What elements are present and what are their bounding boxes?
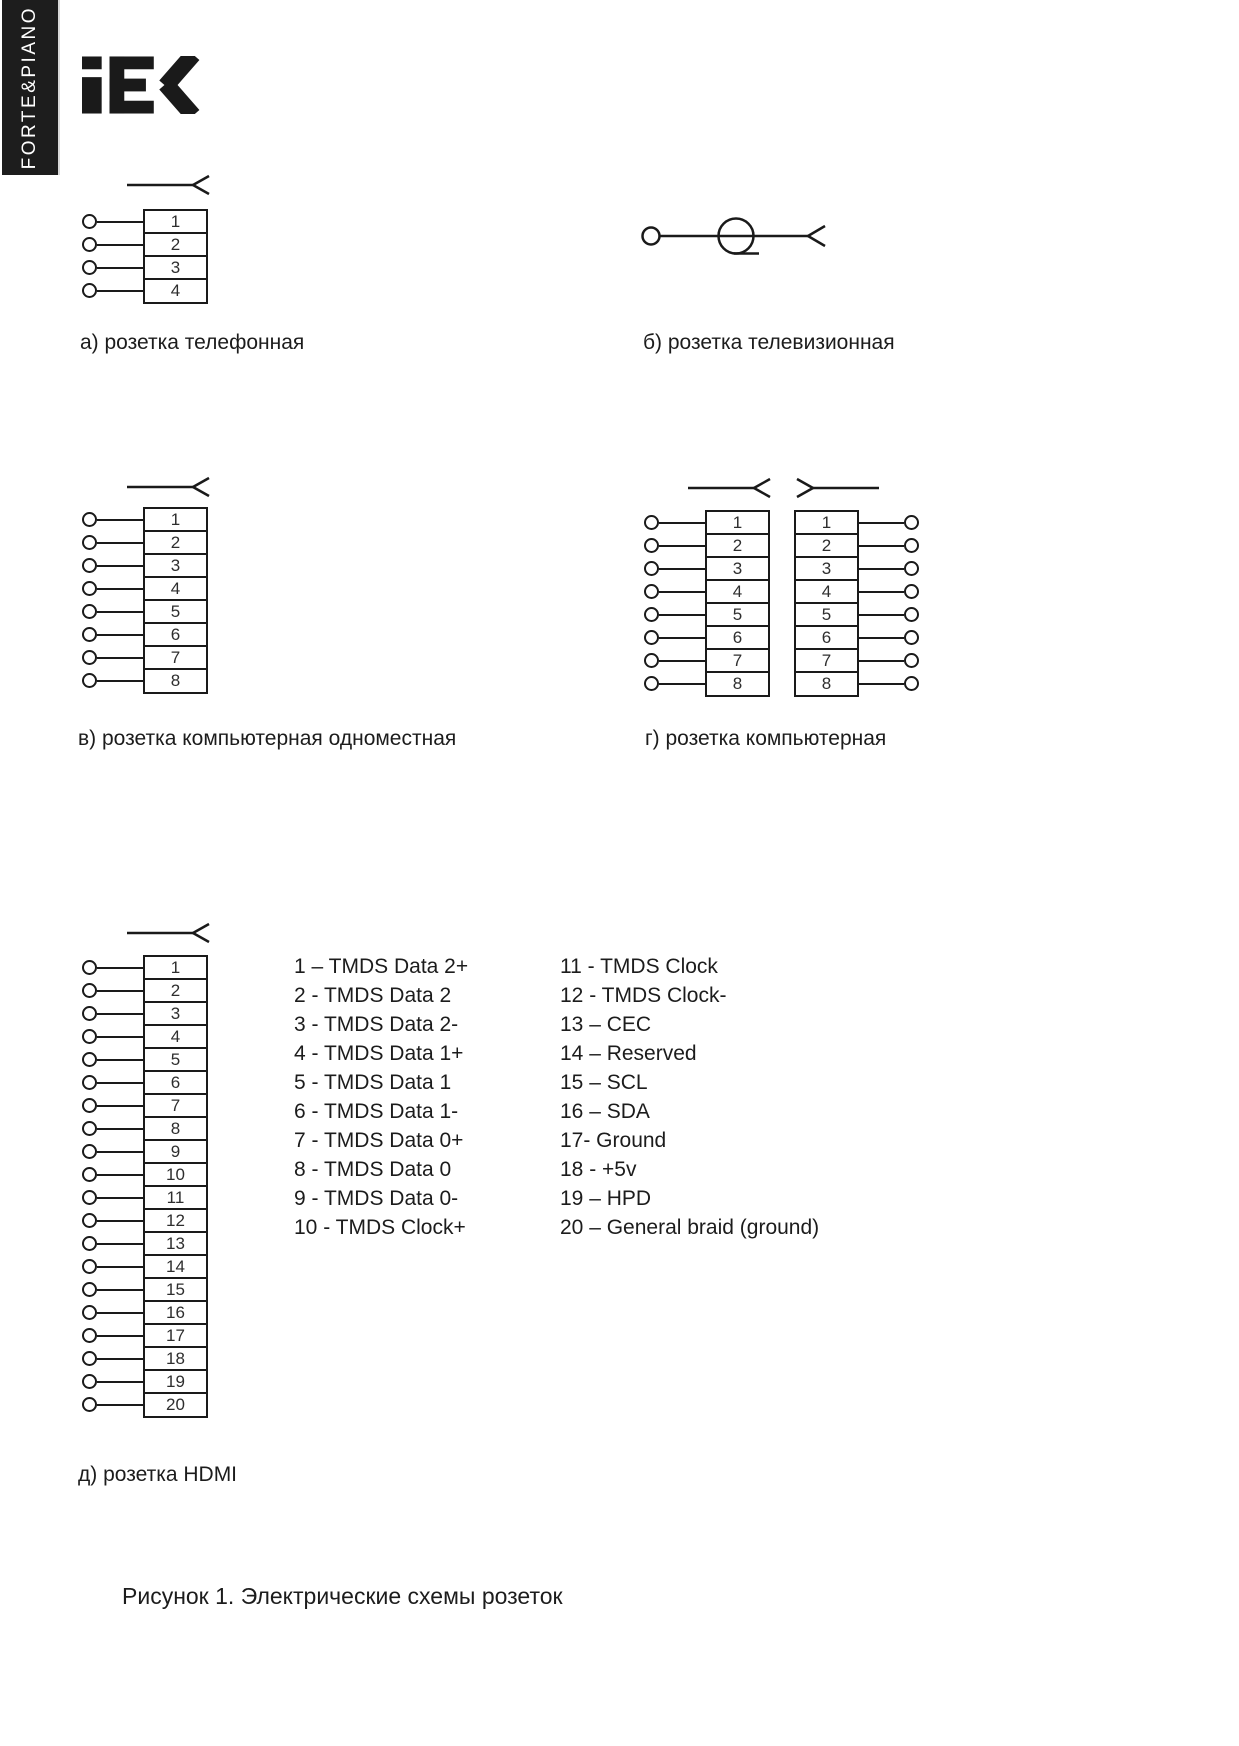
lead-line bbox=[97, 1404, 143, 1407]
caption-computer-single: в) розетка компьютерная одноместная bbox=[78, 727, 457, 750]
pin-row bbox=[82, 668, 208, 694]
terminal-circle-icon bbox=[82, 1397, 97, 1412]
pin-row bbox=[794, 510, 919, 536]
pin-cell: 8 bbox=[705, 671, 770, 697]
pin-row bbox=[644, 602, 770, 628]
pin-cell: 4 bbox=[705, 579, 770, 605]
pin-row bbox=[644, 533, 770, 559]
pin-cell: 7 bbox=[143, 1093, 208, 1119]
terminal-circle-icon bbox=[644, 515, 659, 530]
plug-arrow-icon bbox=[795, 477, 879, 499]
pin-cell: 8 bbox=[794, 671, 859, 697]
hdmi-pin-legend-line: 9 - TMDS Data 0- bbox=[294, 1187, 459, 1210]
pin-row bbox=[82, 1323, 208, 1349]
terminal-circle-icon bbox=[82, 260, 97, 275]
pin-row bbox=[82, 1392, 208, 1418]
pin-row bbox=[82, 622, 208, 648]
lead-line bbox=[97, 1266, 143, 1269]
hdmi-pin-legend-line: 20 – General braid (ground) bbox=[560, 1216, 820, 1239]
lead-line bbox=[659, 683, 705, 686]
pin-cell: 7 bbox=[705, 648, 770, 674]
terminal-circle-icon bbox=[82, 627, 97, 642]
hdmi-pin-legend-line: 11 - TMDS Clock bbox=[560, 955, 718, 978]
pin-cell: 10 bbox=[143, 1162, 208, 1188]
terminal-circle-icon bbox=[82, 1351, 97, 1366]
hdmi-socket-diagram bbox=[82, 955, 208, 1418]
lead-line bbox=[659, 545, 705, 548]
hdmi-pin-legend-line: 1 – TMDS Data 2+ bbox=[294, 955, 469, 978]
terminal-circle-icon bbox=[644, 676, 659, 691]
lead-line bbox=[659, 591, 705, 594]
hdmi-pin-legend-line: 3 - TMDS Data 2- bbox=[294, 1013, 459, 1036]
terminal-circle-icon bbox=[904, 630, 919, 645]
terminal-circle-icon bbox=[82, 237, 97, 252]
terminal-circle-icon bbox=[82, 283, 97, 298]
pin-cell: 1 bbox=[705, 510, 770, 536]
lead-line bbox=[97, 1312, 143, 1315]
lead-line bbox=[97, 1128, 143, 1131]
lead-line bbox=[97, 611, 143, 614]
hdmi-pin-legend-line: 13 – CEC bbox=[560, 1013, 652, 1036]
pin-row bbox=[644, 579, 770, 605]
lead-line bbox=[659, 660, 705, 663]
pin-cell: 7 bbox=[794, 648, 859, 674]
terminal-circle-icon bbox=[644, 607, 659, 622]
lead-line bbox=[97, 680, 143, 683]
lead-line bbox=[97, 519, 143, 522]
plug-arrow-icon bbox=[127, 476, 211, 498]
terminal-circle-icon bbox=[82, 1213, 97, 1228]
pin-cell: 4 bbox=[143, 576, 208, 602]
terminal-circle-icon bbox=[904, 584, 919, 599]
lead-line bbox=[97, 1197, 143, 1200]
terminal-circle-icon bbox=[82, 1374, 97, 1389]
lead-line bbox=[97, 634, 143, 637]
terminal-circle-icon bbox=[82, 604, 97, 619]
lead-line bbox=[97, 1335, 143, 1338]
lead-line bbox=[97, 1151, 143, 1154]
pin-cell: 3 bbox=[143, 255, 208, 281]
lead-line bbox=[97, 244, 143, 247]
pin-cell: 1 bbox=[794, 510, 859, 536]
computer-single-socket-diagram bbox=[82, 507, 208, 694]
pin-cell: 2 bbox=[143, 978, 208, 1004]
pin-cell: 12 bbox=[143, 1208, 208, 1234]
pin-row bbox=[644, 648, 770, 674]
lead-line bbox=[97, 267, 143, 270]
hdmi-pin-legend-line: 4 - TMDS Data 1+ bbox=[294, 1042, 464, 1065]
hdmi-pin-legend-line: 8 - TMDS Data 0 bbox=[294, 1158, 452, 1181]
pin-cell: 3 bbox=[794, 556, 859, 582]
lead-line bbox=[859, 568, 904, 571]
caption-tv: б) розетка телевизионная bbox=[643, 331, 895, 354]
terminal-circle-icon bbox=[644, 538, 659, 553]
pin-cell: 19 bbox=[143, 1369, 208, 1395]
pin-cell: 8 bbox=[143, 668, 208, 694]
pin-row bbox=[644, 510, 770, 536]
terminal-circle-icon bbox=[904, 538, 919, 553]
lead-line bbox=[859, 683, 904, 686]
pin-row bbox=[82, 1001, 208, 1027]
hdmi-pin-legend-line: 18 - +5v bbox=[560, 1158, 637, 1181]
pin-row bbox=[82, 209, 208, 235]
pin-row bbox=[794, 556, 919, 582]
pin-cell: 9 bbox=[143, 1139, 208, 1165]
pin-cell: 16 bbox=[143, 1300, 208, 1326]
terminal-circle-icon bbox=[82, 1052, 97, 1067]
hdmi-pin-legend-line: 12 - TMDS Clock- bbox=[560, 984, 727, 1007]
pin-row bbox=[794, 648, 919, 674]
lead-line bbox=[97, 1082, 143, 1085]
hdmi-pin-legend-right bbox=[560, 952, 819, 1242]
terminal-circle-icon bbox=[82, 1121, 97, 1136]
pin-row bbox=[82, 1139, 208, 1165]
computer-double-socket-right-diagram bbox=[794, 510, 919, 697]
lead-line bbox=[97, 1243, 143, 1246]
pin-cell: 1 bbox=[143, 209, 208, 235]
caption-hdmi: д) розетка HDMI bbox=[78, 1463, 238, 1486]
hdmi-pin-legend-line: 10 - TMDS Clock+ bbox=[294, 1216, 466, 1239]
hdmi-pin-legend-line: 17- Ground bbox=[560, 1129, 667, 1152]
terminal-circle-icon bbox=[82, 558, 97, 573]
pin-row bbox=[82, 530, 208, 556]
pin-row bbox=[82, 576, 208, 602]
pin-cell: 4 bbox=[794, 579, 859, 605]
lead-line bbox=[97, 990, 143, 993]
pin-cell: 4 bbox=[143, 1024, 208, 1050]
pin-row bbox=[82, 1277, 208, 1303]
hdmi-pin-legend-line: 5 - TMDS Data 1 bbox=[294, 1071, 452, 1094]
lead-line bbox=[97, 1358, 143, 1361]
terminal-circle-icon bbox=[904, 676, 919, 691]
pin-cell: 2 bbox=[705, 533, 770, 559]
pin-cell: 6 bbox=[143, 1070, 208, 1096]
pin-cell: 6 bbox=[143, 622, 208, 648]
pin-row bbox=[644, 625, 770, 651]
plug-arrow-icon bbox=[127, 922, 211, 944]
lead-line bbox=[659, 637, 705, 640]
terminal-circle-icon bbox=[82, 1305, 97, 1320]
lead-line bbox=[659, 522, 705, 525]
hdmi-pin-legend-line: 2 - TMDS Data 2 bbox=[294, 984, 452, 1007]
pin-row bbox=[82, 599, 208, 625]
lead-line bbox=[97, 290, 143, 293]
caption-telephone: а) розетка телефонная bbox=[80, 331, 305, 354]
pin-cell: 11 bbox=[143, 1185, 208, 1211]
computer-double-socket-left-diagram bbox=[644, 510, 770, 697]
telephone-socket-diagram bbox=[82, 209, 208, 304]
lead-line bbox=[97, 657, 143, 660]
brand-sidebar bbox=[2, 0, 60, 175]
hdmi-pin-legend-line: 19 – HPD bbox=[560, 1187, 652, 1210]
lead-line bbox=[97, 1036, 143, 1039]
terminal-circle-icon bbox=[644, 630, 659, 645]
pin-row bbox=[82, 1369, 208, 1395]
pin-cell: 6 bbox=[705, 625, 770, 651]
terminal-circle-icon bbox=[82, 1167, 97, 1182]
lead-line bbox=[97, 221, 143, 224]
hdmi-pin-legend-line: 16 – SDA bbox=[560, 1100, 650, 1123]
pin-cell: 7 bbox=[143, 645, 208, 671]
pin-cell: 2 bbox=[794, 533, 859, 559]
pin-cell: 2 bbox=[143, 530, 208, 556]
lead-line bbox=[97, 542, 143, 545]
terminal-circle-icon bbox=[82, 1236, 97, 1251]
pin-row bbox=[82, 1231, 208, 1257]
lead-line bbox=[859, 522, 904, 525]
terminal-circle-icon bbox=[644, 561, 659, 576]
brand-sidebar-label: FORTE&PIANO bbox=[19, 5, 40, 170]
pin-cell: 20 bbox=[143, 1392, 208, 1418]
pin-cell: 17 bbox=[143, 1323, 208, 1349]
terminal-circle-icon bbox=[82, 1098, 97, 1113]
terminal-circle-icon bbox=[82, 1006, 97, 1021]
terminal-circle-icon bbox=[904, 653, 919, 668]
lead-line bbox=[859, 591, 904, 594]
lead-line bbox=[859, 545, 904, 548]
pin-row bbox=[82, 1047, 208, 1073]
pin-cell: 1 bbox=[143, 955, 208, 981]
terminal-circle-icon bbox=[644, 584, 659, 599]
terminal-circle-icon bbox=[644, 653, 659, 668]
lead-line bbox=[97, 588, 143, 591]
hdmi-pin-legend-line: 15 – SCL bbox=[560, 1071, 648, 1094]
terminal-circle-icon bbox=[82, 1075, 97, 1090]
pin-cell: 8 bbox=[143, 1116, 208, 1142]
terminal-circle-icon bbox=[82, 214, 97, 229]
caption-computer-double: г) розетка компьютерная bbox=[645, 727, 887, 750]
pin-row bbox=[794, 625, 919, 651]
pin-row bbox=[82, 1346, 208, 1372]
lead-line bbox=[97, 967, 143, 970]
pin-row bbox=[82, 1070, 208, 1096]
pin-row bbox=[82, 232, 208, 258]
pin-row bbox=[644, 671, 770, 697]
pin-cell: 18 bbox=[143, 1346, 208, 1372]
terminal-circle-icon bbox=[904, 515, 919, 530]
lead-line bbox=[97, 1013, 143, 1016]
lead-line bbox=[859, 614, 904, 617]
pin-cell: 1 bbox=[143, 507, 208, 533]
pin-cell: 5 bbox=[143, 1047, 208, 1073]
terminal-circle-icon bbox=[82, 581, 97, 596]
pin-row bbox=[794, 602, 919, 628]
lead-line bbox=[859, 637, 904, 640]
pin-cell: 15 bbox=[143, 1277, 208, 1303]
terminal-circle-icon bbox=[82, 1328, 97, 1343]
plug-arrow-icon bbox=[127, 174, 211, 196]
pin-cell: 6 bbox=[794, 625, 859, 651]
hdmi-pin-legend-line: 7 - TMDS Data 0+ bbox=[294, 1129, 464, 1152]
iek-logo bbox=[82, 56, 200, 114]
plug-arrow-icon bbox=[688, 477, 772, 499]
pin-row bbox=[82, 553, 208, 579]
terminal-circle-icon bbox=[82, 1259, 97, 1274]
pin-row bbox=[644, 556, 770, 582]
terminal-circle-icon bbox=[82, 1144, 97, 1159]
lead-line bbox=[659, 568, 705, 571]
lead-line bbox=[97, 1174, 143, 1177]
pin-row bbox=[794, 533, 919, 559]
pin-row bbox=[82, 1185, 208, 1211]
pin-cell: 5 bbox=[143, 599, 208, 625]
pin-cell: 4 bbox=[143, 278, 208, 304]
pin-cell: 13 bbox=[143, 1231, 208, 1257]
lead-line bbox=[97, 565, 143, 568]
pin-row bbox=[82, 1254, 208, 1280]
pin-cell: 5 bbox=[705, 602, 770, 628]
hdmi-pin-legend-line: 6 - TMDS Data 1- bbox=[294, 1100, 459, 1123]
hdmi-pin-legend-left bbox=[294, 952, 468, 1242]
pin-cell: 3 bbox=[143, 1001, 208, 1027]
pin-row bbox=[82, 507, 208, 533]
terminal-circle-icon bbox=[82, 535, 97, 550]
terminal-circle-icon bbox=[904, 561, 919, 576]
pin-row bbox=[82, 955, 208, 981]
terminal-circle-icon bbox=[82, 1190, 97, 1205]
lead-line bbox=[97, 1381, 143, 1384]
terminal-circle-icon bbox=[82, 512, 97, 527]
pin-row bbox=[82, 978, 208, 1004]
pin-row bbox=[82, 1208, 208, 1234]
terminal-circle-icon bbox=[904, 607, 919, 622]
pin-cell: 5 bbox=[794, 602, 859, 628]
lead-line bbox=[659, 614, 705, 617]
lead-line bbox=[97, 1289, 143, 1292]
pin-row bbox=[82, 1093, 208, 1119]
pin-row bbox=[794, 671, 919, 697]
pin-row bbox=[82, 1116, 208, 1142]
lead-line bbox=[859, 660, 904, 663]
pin-cell: 3 bbox=[143, 553, 208, 579]
terminal-circle-icon bbox=[82, 1029, 97, 1044]
pin-cell: 3 bbox=[705, 556, 770, 582]
terminal-circle-icon bbox=[82, 1282, 97, 1297]
terminal-circle-icon bbox=[82, 983, 97, 998]
pin-cell: 14 bbox=[143, 1254, 208, 1280]
terminal-circle-icon bbox=[82, 960, 97, 975]
lead-line bbox=[97, 1105, 143, 1108]
terminal-circle-icon bbox=[82, 673, 97, 688]
pin-row bbox=[82, 255, 208, 281]
pin-row bbox=[82, 645, 208, 671]
lead-line bbox=[97, 1059, 143, 1062]
pin-row bbox=[82, 1162, 208, 1188]
pin-row bbox=[794, 579, 919, 605]
tv-socket-symbol bbox=[640, 210, 840, 262]
pin-row bbox=[82, 1300, 208, 1326]
pin-cell: 2 bbox=[143, 232, 208, 258]
pin-row bbox=[82, 278, 208, 304]
pin-row bbox=[82, 1024, 208, 1050]
hdmi-pin-legend-line: 14 – Reserved bbox=[560, 1042, 697, 1065]
figure-caption: Рисунок 1. Электрические схемы розеток bbox=[122, 1583, 563, 1609]
lead-line bbox=[97, 1220, 143, 1223]
terminal-circle-icon bbox=[82, 650, 97, 665]
